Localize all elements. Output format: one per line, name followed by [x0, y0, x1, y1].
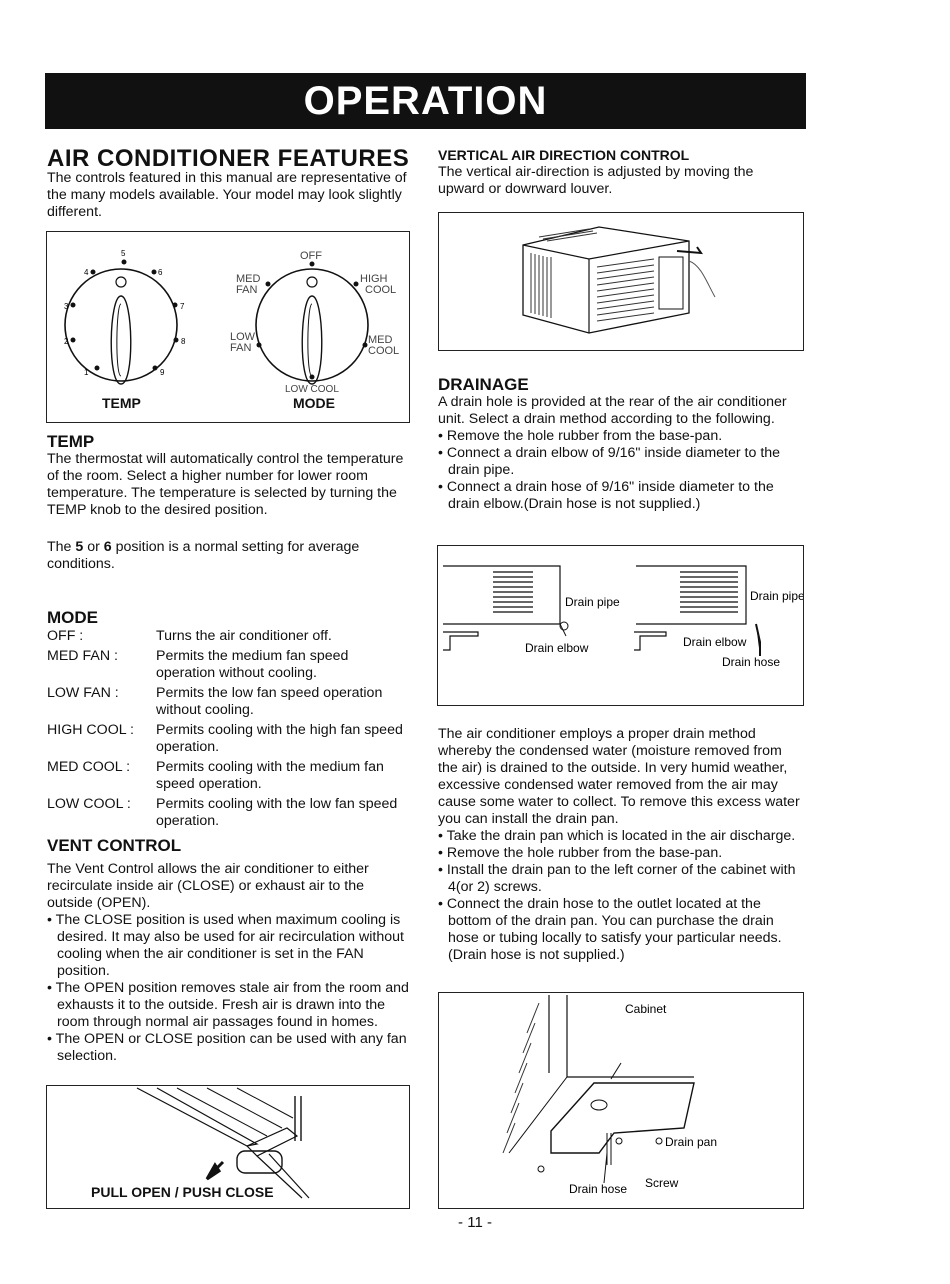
vent-figure	[46, 1085, 410, 1209]
mode-row-low-fan: LOW FAN : Permits the low fan speed operation without cooling.	[47, 685, 383, 718]
drainage-heading: DRAINAGE	[438, 375, 529, 394]
drainage-text: A drain hole is provided at the rear of the air conditioner unit. Select a drain method according to the following. • Remove the hole rubber from the base-pan. • Connect a drain elbow of 9/16" inside diameter to the drain pipe. • Connect a drain hose of 9/16" inside diameter to the drain elbow.(Drain hose is not supplied.)	[438, 394, 787, 512]
mode-off-label: OFF	[300, 250, 322, 262]
mode-low-cool-label: LOW COOL	[285, 384, 339, 395]
cabinet-label: Cabinet	[625, 1002, 667, 1016]
mode-med-fan-label-2: FAN	[236, 284, 258, 296]
vad-text: The vertical air-direction is adjusted by moving the upward or dowrward louver.	[438, 164, 754, 197]
drain-hose-label-1: Drain hose	[722, 655, 781, 669]
mode-row-high-cool: HIGH COOL : Permits cooling with the high fan speed operation.	[47, 722, 403, 755]
mode-med-cool-label-1: MED	[368, 334, 393, 346]
drain-elbow-label-1: Drain elbow	[525, 641, 589, 655]
mode-low-fan-label-1: LOW	[230, 331, 256, 343]
mode-row-med-fan: MED FAN : Permits the medium fan speed operation without cooling.	[47, 648, 349, 681]
temp-normal-setting: The 5 or 6 position is a normal setting for average conditions.	[47, 539, 360, 572]
mode-high-cool-label-2: COOL	[365, 284, 397, 296]
intro-text: The controls featured in this manual are representative of the many models available. Your model may look slightly different.	[47, 170, 407, 220]
temp-paragraph: The thermostat will automatically control the temperature of the room. Select a higher number for lower room temperature. The temperature is selected by turning the TEMP knob to the desired position.	[47, 451, 404, 518]
air-conditioner-illustration	[439, 213, 803, 350]
mode-list	[47, 628, 417, 833]
temp-num-9: 9	[160, 368, 165, 377]
drain-pan-illustration	[439, 993, 803, 1208]
drain-pipe-label-2: Drain pipe	[750, 589, 803, 603]
temp-num-7: 7	[180, 302, 185, 311]
temp-num-8: 8	[181, 337, 186, 346]
knob-illustration	[47, 232, 409, 422]
mode-knob-caption: MODE	[293, 395, 335, 411]
mode-heading: MODE	[47, 608, 98, 627]
page-banner: OPERATION	[45, 73, 806, 129]
drain-pan-label: Drain pan	[665, 1135, 718, 1149]
mode-row-off: OFF : Turns the air conditioner off.	[47, 628, 332, 644]
drain-methods-illustration	[438, 546, 803, 705]
vent-heading: VENT CONTROL	[47, 836, 182, 855]
temp-heading: TEMP	[47, 432, 95, 451]
mode-row-low-cool: LOW COOL : Permits cooling with the low fan speed operation.	[47, 796, 398, 829]
screw-label: Screw	[645, 1176, 679, 1190]
vent-text: The Vent Control allows the air conditioner to either recirculate inside air (CLOSE) or exhaust air to the outside (OPEN). • The CLOSE position is used when maximum cooling is desired. It may also be used for air recirculation without cooling when the air conditioner is set in the FAN position. • The OPEN position removes stale air from the room and exhausts it to the outside. Fresh air is drawn into the room through normal air passages found in homes. • The OPEN or CLOSE position can be used with any fan selection.	[47, 861, 409, 1064]
drain-elbow-label-2: Drain elbow	[683, 635, 747, 649]
temp-num-6: 6	[158, 268, 163, 277]
mode-med-fan-label-1: MED	[236, 273, 261, 285]
mode-high-cool-label-1: HIGH	[360, 273, 388, 285]
drain-pan-text: The air conditioner employs a proper drain method whereby the condensed water (moisture removed from the air) is drained to the outside. In very humid weather, excessive condensed water removed from the air may cause some water to collect. To remove this excess water you can install the drain pan. • Take the drain pan which is located in the air discharge. • Remove the hole rubber from the base-pan. • Install the drain pan to the left corner of the cabinet with 4(or 2) screws. • Connect the drain hose to the outlet located at the bottom of the drain pan. You can purchase the drain hose or tubing locally to satisfy your particular needs. (Drain hose is not supplied.)	[438, 726, 800, 963]
temp-num-3: 3	[64, 302, 69, 311]
mode-med-cool-label-2: COOL	[368, 345, 400, 357]
knob-figure	[46, 231, 410, 423]
vad-heading: VERTICAL AIR DIRECTION CONTROL	[438, 147, 690, 163]
drain-pipe-label-1: Drain pipe	[565, 595, 620, 609]
section-title: AIR CONDITIONER FEATURES	[47, 145, 410, 172]
temp-num-2: 2	[64, 337, 69, 346]
louver-figure	[438, 212, 804, 351]
temp-num-1: 1	[84, 368, 89, 377]
drain-methods-figure	[437, 545, 804, 706]
drain-pan-figure	[438, 992, 804, 1209]
mode-row-med-cool: MED COOL : Permits cooling with the medium fan speed operation.	[47, 759, 384, 792]
temp-num-4: 4	[84, 268, 89, 277]
page-number: - 11 -	[458, 1214, 492, 1231]
drain-hose-label-2: Drain hose	[569, 1182, 628, 1196]
vent-caption: PULL OPEN / PUSH CLOSE	[91, 1184, 274, 1200]
mode-low-fan-label-2: FAN	[230, 342, 252, 354]
temp-knob-caption: TEMP	[102, 395, 141, 411]
temp-num-5: 5	[121, 249, 126, 258]
